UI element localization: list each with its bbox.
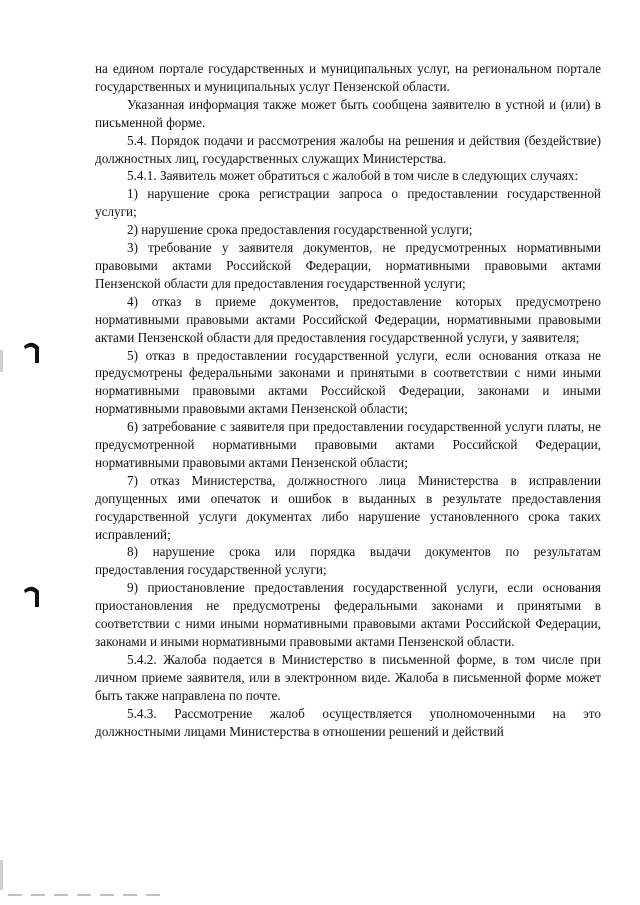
list-item: 4) отказ в приеме документов, предоставление которых предусмотрено нормативными правовыми актами Российской Федерации, нормативными правовыми актами Пензенской области для предоставления государственной услуги, у заявителя; [95,293,601,345]
document-body [95,60,601,740]
scan-edge-mark [0,350,3,372]
paragraph: 5.4.3. Рассмотрение жалоб осуществляется уполномоченными на это должностными лицами Министерства в отношении решений и действий [95,705,601,739]
subsection-heading: 5.4.1. Заявитель может обратиться с жалобой в том числе в следующих случаях: [127,168,579,184]
list-item: 1) нарушение срока регистрации запроса о предоставлении государственной услуги; [95,186,601,220]
hole-punch-mark [22,584,42,608]
list-item: 2) нарушение срока предоставления государственной услуги; [127,222,473,238]
scan-edge-mark [0,860,3,890]
paragraph: Указанная информация также может быть сообщена заявителю в устной и (или) в письменной форме. [95,96,601,130]
list-item: 7) отказ Министерства, должностного лица Министерства в исправлении допущенных ими опечаток и ошибок в выданных в результате предоставления государственной услуги документах либо нарушение установленного срока таких исправлений; [95,472,601,542]
list-item: 3) требование у заявителя документов, не предусмотренных нормативными правовыми актами Российской Федерации, нормативными правовыми актами Пензенской области для предоставления государственной услуги; [95,240,601,291]
list-item: 8) нарушение срока или порядка выдачи документов по результатам предоставления государственной услуги; [95,544,601,578]
hole-punch-mark [22,340,42,364]
list-item: 6) затребование с заявителя при предоставлении государственной услуги платы, не предусмотренной нормативными правовыми актами Российской Федерации, нормативными правовыми актами Пензенской области; [95,419,601,470]
section-heading: 5.4. Порядок подачи и рассмотрения жалобы на решения и действия (бездействие) должностных лиц, государственных служащих Министерства. [95,132,601,166]
list-item: 9) приостановление предоставления государственной услуги, если основания приостановления не предусмотрены федеральными законами и принятыми в соответствии с ними иными нормативными правовыми актами Российской Федерации, законами и иными нормативными правовыми актами Пензенской области. [95,580,601,649]
list-item: 5) отказ в предоставлении государственной услуги, если основания отказа не предусмотрены федеральными законами и принятыми в соответствии с ними иными нормативными правовыми актами Российской Федерации, законами и иными нормативными правовыми актами Пензенской области; [95,347,601,417]
paragraph: 5.4.2. Жалоба подается в Министерство в письменной форме, в том числе при личном приеме заявителя, или в электронном виде. Жалоба в письменной форме может быть также направлена по почте. [95,651,601,703]
scan-bottom-artifact [8,893,168,897]
paragraph: на едином портале государственных и муниципальных услуг, на региональном портале государственных и муниципальных услуг Пензенской области. [95,61,601,94]
